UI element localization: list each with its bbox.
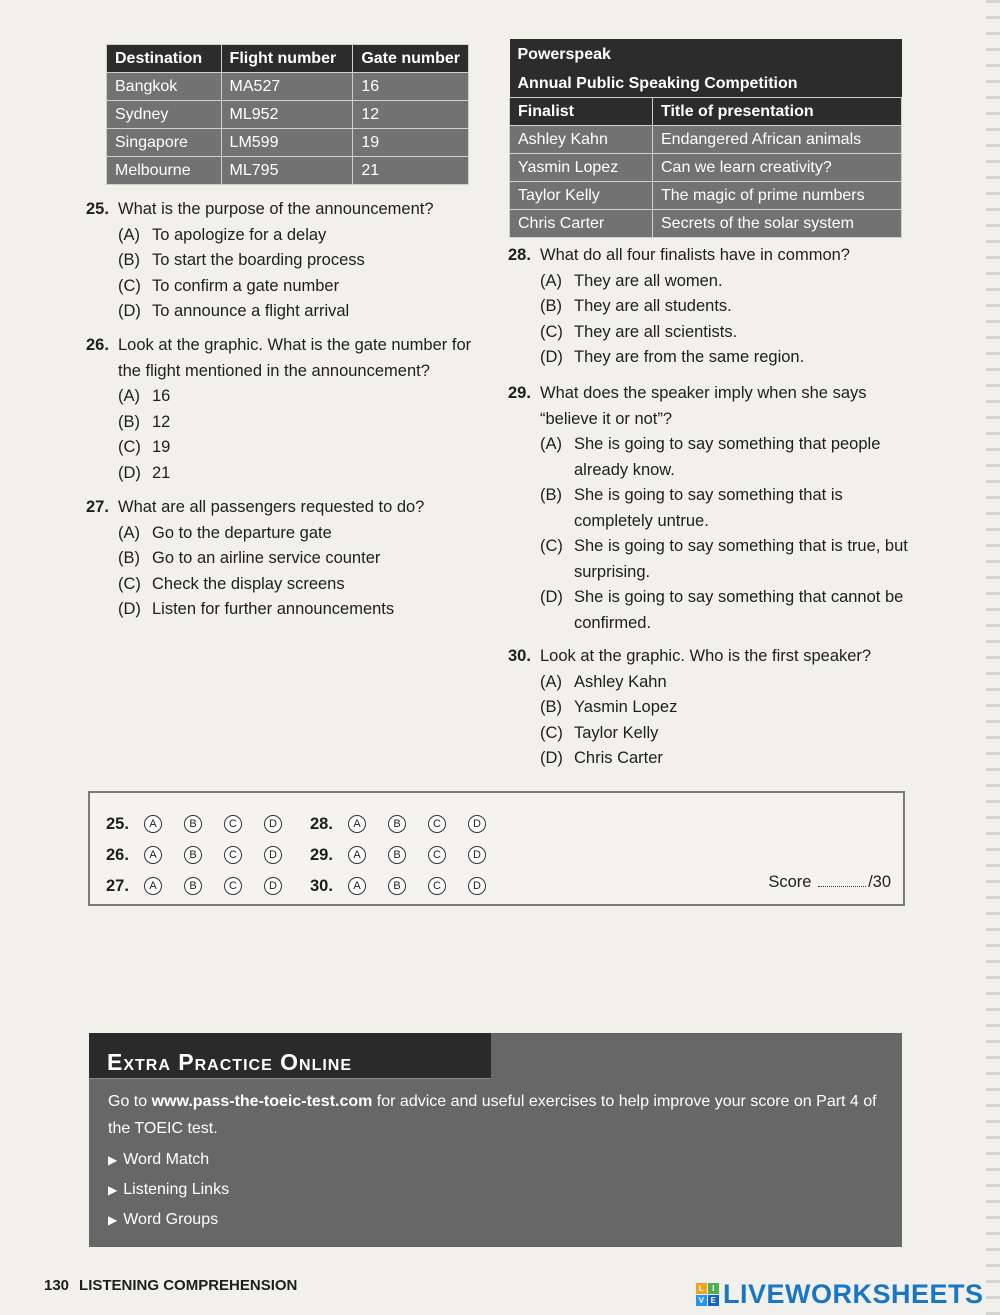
answer-bubble[interactable]: D: [264, 877, 282, 895]
logo-letter: L: [696, 1283, 707, 1294]
answer-bubble[interactable]: B: [388, 846, 406, 864]
table-row: [510, 210, 902, 238]
option-text: To announce a flight arrival: [152, 302, 350, 320]
answer-bubble[interactable]: D: [264, 815, 282, 833]
option-text: She is going to say something that is true, but surprising.: [574, 537, 908, 581]
table-cell: Bangkok: [107, 73, 222, 101]
answer-bubble[interactable]: D: [468, 846, 486, 864]
option-letter: (A): [118, 225, 140, 244]
option-text: Yasmin Lopez: [574, 698, 678, 716]
table-row: [107, 101, 469, 129]
table-cell: ML952: [221, 101, 353, 129]
option-letter: (A): [118, 387, 140, 405]
practice-item-word-match[interactable]: [108, 1151, 209, 1169]
table-cell: Melbourne: [107, 157, 222, 185]
table-cell: Taylor Kelly: [510, 182, 653, 210]
answer-option[interactable]: [118, 461, 496, 487]
answer-option[interactable]: [540, 585, 912, 636]
question-30: [508, 644, 912, 772]
option-letter: (B): [118, 549, 140, 567]
question-text: Look at the graphic. What is the gate number for the flight mentioned in the announcement?: [118, 336, 472, 380]
col-header-flight-number: Flight number: [221, 45, 353, 73]
option-text: She is going to say something that is completely untrue.: [574, 486, 843, 530]
answer-option[interactable]: [540, 345, 912, 371]
table-cell: Ashley Kahn: [510, 126, 653, 154]
answer-bubble[interactable]: A: [348, 846, 366, 864]
table-row: [510, 154, 902, 182]
option-letter: (B): [540, 486, 562, 504]
answer-option[interactable]: [540, 670, 912, 696]
play-arrow-icon: ▶: [108, 1153, 118, 1167]
question-number: 27.: [86, 498, 109, 516]
option-text: Chris Carter: [574, 749, 663, 767]
answer-bubble[interactable]: C: [224, 846, 242, 864]
question-28: [508, 243, 912, 371]
answer-option[interactable]: [118, 572, 496, 598]
table-cell: Singapore: [107, 129, 222, 157]
table-cell: LM599: [221, 129, 353, 157]
answer-bubble[interactable]: A: [144, 846, 162, 864]
question-text: What do all four finalists have in common?: [540, 246, 850, 264]
option-letter: (D): [540, 348, 563, 366]
question-number: 30.: [508, 647, 531, 665]
competition-table: [509, 39, 902, 238]
logo-letter: E: [708, 1295, 719, 1306]
answer-option[interactable]: [118, 223, 496, 249]
answer-option[interactable]: [118, 248, 496, 274]
option-letter: (C): [540, 322, 563, 341]
practice-item-label: Listening Links: [123, 1181, 230, 1198]
option-text: To apologize for a delay: [152, 225, 327, 244]
answer-number: 29.: [310, 845, 333, 864]
answer-bubble[interactable]: C: [224, 877, 242, 895]
table-row: [107, 73, 469, 101]
answer-bubble[interactable]: A: [348, 877, 366, 895]
answer-bubble[interactable]: A: [144, 877, 162, 895]
option-letter: (A): [540, 672, 562, 691]
table-row: [107, 157, 469, 185]
question-text: What does the speaker imply when she says “believe it or not”?: [540, 384, 867, 428]
score-label: Score: [768, 873, 812, 891]
option-text: She is going to say something that people already know.: [574, 435, 881, 479]
question-26: [86, 333, 496, 486]
option-letter: (C): [118, 438, 141, 456]
desc-suffix: for advice and useful exercises to help improve your score on Part 4 of the TOEIC test.: [108, 1093, 877, 1137]
option-text: She is going to say something that cannot be confirmed.: [574, 588, 904, 632]
question-number: 26.: [86, 336, 109, 354]
option-text: Go to the departure gate: [152, 523, 332, 542]
option-letter: (D): [118, 463, 141, 482]
answer-bubble[interactable]: B: [388, 877, 406, 895]
option-letter: (D): [118, 600, 141, 618]
col-header-title: Title of presentation: [653, 98, 902, 126]
answer-option[interactable]: [118, 435, 496, 461]
answer-option[interactable]: [540, 294, 912, 320]
answer-option[interactable]: [540, 695, 912, 721]
option-text: Go to an airline service counter: [152, 549, 381, 567]
option-letter: (B): [540, 698, 562, 716]
option-text: They are all scientists.: [574, 322, 738, 341]
option-letter: (B): [540, 297, 562, 315]
answer-sheet: [88, 791, 905, 906]
score-input-line[interactable]: [818, 886, 866, 887]
desc-prefix: Go to: [108, 1093, 152, 1110]
answer-group: [106, 846, 304, 865]
answer-option[interactable]: [118, 299, 496, 325]
option-letter: (A): [540, 271, 562, 290]
question-text: What is the purpose of the announcement?: [118, 200, 434, 218]
question-29: [508, 381, 912, 636]
answer-option[interactable]: [540, 534, 912, 585]
table-cell: 21: [353, 157, 469, 185]
answer-bubble[interactable]: A: [144, 815, 162, 833]
col-header-destination: Destination: [107, 45, 222, 73]
table-cell: 16: [353, 73, 469, 101]
answer-number: 28.: [310, 814, 333, 833]
answer-option[interactable]: [118, 410, 496, 436]
option-letter: (C): [540, 723, 563, 742]
answer-number: 30.: [310, 876, 333, 895]
option-letter: (C): [118, 276, 141, 295]
table-cell: Yasmin Lopez: [510, 154, 653, 182]
option-text: To start the boarding process: [152, 251, 365, 269]
page-footer: [44, 1277, 297, 1294]
answer-bubble[interactable]: C: [224, 815, 242, 833]
logo-icon: [696, 1283, 719, 1306]
question-27: [86, 495, 496, 623]
option-text: 19: [152, 438, 171, 456]
option-letter: (C): [118, 574, 141, 593]
option-text: Taylor Kelly: [574, 723, 659, 742]
logo-letter: V: [696, 1295, 707, 1306]
table-title-line-1: Powerspeak: [510, 39, 902, 68]
answer-option[interactable]: [118, 597, 496, 623]
answer-number: 26.: [106, 845, 129, 864]
answer-row: [106, 842, 514, 868]
option-text: To confirm a gate number: [152, 276, 340, 295]
table-cell: 12: [353, 101, 469, 129]
score-total: /30: [868, 873, 891, 891]
option-letter: (D): [540, 749, 563, 767]
col-header-finalist: Finalist: [510, 98, 653, 126]
answer-option[interactable]: [540, 746, 912, 772]
page-number: 130: [44, 1277, 70, 1294]
option-letter: (A): [540, 435, 562, 453]
option-letter: (B): [118, 251, 140, 269]
option-text: 16: [152, 387, 171, 405]
question-text: Look at the graphic. Who is the first speaker?: [540, 647, 872, 665]
option-letter: (D): [118, 302, 141, 320]
answer-bubble[interactable]: B: [184, 815, 202, 833]
answer-option[interactable]: [540, 721, 912, 747]
option-letter: (A): [118, 523, 140, 542]
binding-edge-dots: [986, 0, 1000, 1315]
table-title-line-2: Annual Public Speaking Competition: [510, 68, 902, 98]
answer-option[interactable]: [540, 483, 912, 534]
question-number: 29.: [508, 384, 531, 402]
practice-item-listening-links[interactable]: [108, 1181, 229, 1199]
table-cell: The magic of prime numbers: [653, 182, 902, 210]
answer-bubble[interactable]: D: [468, 815, 486, 833]
table-cell: Can we learn creativity?: [653, 154, 902, 182]
option-letter: (C): [540, 537, 563, 555]
answer-group: [310, 846, 508, 865]
answer-group: [310, 815, 508, 834]
answer-bubble[interactable]: D: [468, 877, 486, 895]
answer-option[interactable]: [118, 274, 496, 300]
option-letter: (D): [540, 588, 563, 606]
practice-item-label: Word Match: [123, 1151, 210, 1168]
answer-option[interactable]: [118, 384, 496, 410]
table-row: [510, 126, 902, 154]
table-row: [107, 129, 469, 157]
question-text: What are all passengers requested to do?: [118, 498, 425, 516]
answer-option[interactable]: [118, 546, 496, 572]
option-text: They are from the same region.: [574, 348, 805, 366]
answer-option[interactable]: [118, 521, 496, 547]
play-arrow-icon: ▶: [108, 1183, 118, 1197]
col-header-gate-number: Gate number: [353, 45, 469, 73]
answer-bubble[interactable]: D: [264, 846, 282, 864]
answer-bubble[interactable]: C: [428, 815, 446, 833]
table-cell: ML795: [221, 157, 353, 185]
answer-number: 25.: [106, 814, 129, 833]
option-text: Ashley Kahn: [574, 672, 667, 691]
question-25: [86, 197, 496, 325]
table-cell: Chris Carter: [510, 210, 653, 238]
table-cell: Secrets of the solar system: [653, 210, 902, 238]
table-cell: Sydney: [107, 101, 222, 129]
extra-practice-title: Extra Practice Online: [89, 1033, 491, 1079]
table-cell: Endangered African animals: [653, 126, 902, 154]
logo-letter: I: [708, 1283, 719, 1294]
answer-row: [106, 811, 514, 837]
option-text: Listen for further announcements: [152, 600, 395, 618]
option-text: 21: [152, 463, 171, 482]
practice-item-label: Word Groups: [123, 1211, 219, 1228]
section-title: LISTENING COMPREHENSION: [79, 1277, 298, 1294]
answer-option[interactable]: [540, 269, 912, 295]
answer-group: [310, 877, 508, 896]
answer-bubble[interactable]: B: [184, 877, 202, 895]
extra-practice-box: [89, 1033, 902, 1247]
option-text: 12: [152, 412, 171, 431]
table-row: [510, 182, 902, 210]
option-letter: (B): [118, 412, 140, 431]
table-cell: 19: [353, 129, 469, 157]
practice-item-word-groups[interactable]: [108, 1211, 218, 1229]
answer-group: [106, 877, 304, 896]
play-arrow-icon: ▶: [108, 1213, 118, 1227]
answer-bubble[interactable]: C: [428, 846, 446, 864]
answer-bubble[interactable]: B: [184, 846, 202, 864]
option-text: They are all students.: [574, 297, 732, 315]
extra-practice-description: [108, 1088, 888, 1142]
option-text: Check the display screens: [152, 574, 345, 593]
option-text: They are all women.: [574, 271, 723, 290]
table-cell: MA527: [221, 73, 353, 101]
answer-option[interactable]: [540, 432, 912, 483]
answer-bubble[interactable]: A: [348, 815, 366, 833]
answer-number: 27.: [106, 876, 129, 895]
brand-name: LIVEWORKSHEETS: [723, 1279, 984, 1309]
answer-bubble[interactable]: C: [428, 877, 446, 895]
answer-option[interactable]: [540, 320, 912, 346]
question-number: 28.: [508, 246, 531, 264]
answer-row: [106, 873, 514, 899]
liveworksheets-logo: [696, 1279, 984, 1310]
answer-bubble[interactable]: B: [388, 815, 406, 833]
score-field: [768, 873, 891, 892]
question-number: 25.: [86, 200, 109, 218]
answer-group: [106, 815, 304, 834]
flight-table: [106, 44, 469, 185]
website-link[interactable]: www.pass-the-toeic-test.com: [151, 1093, 373, 1110]
